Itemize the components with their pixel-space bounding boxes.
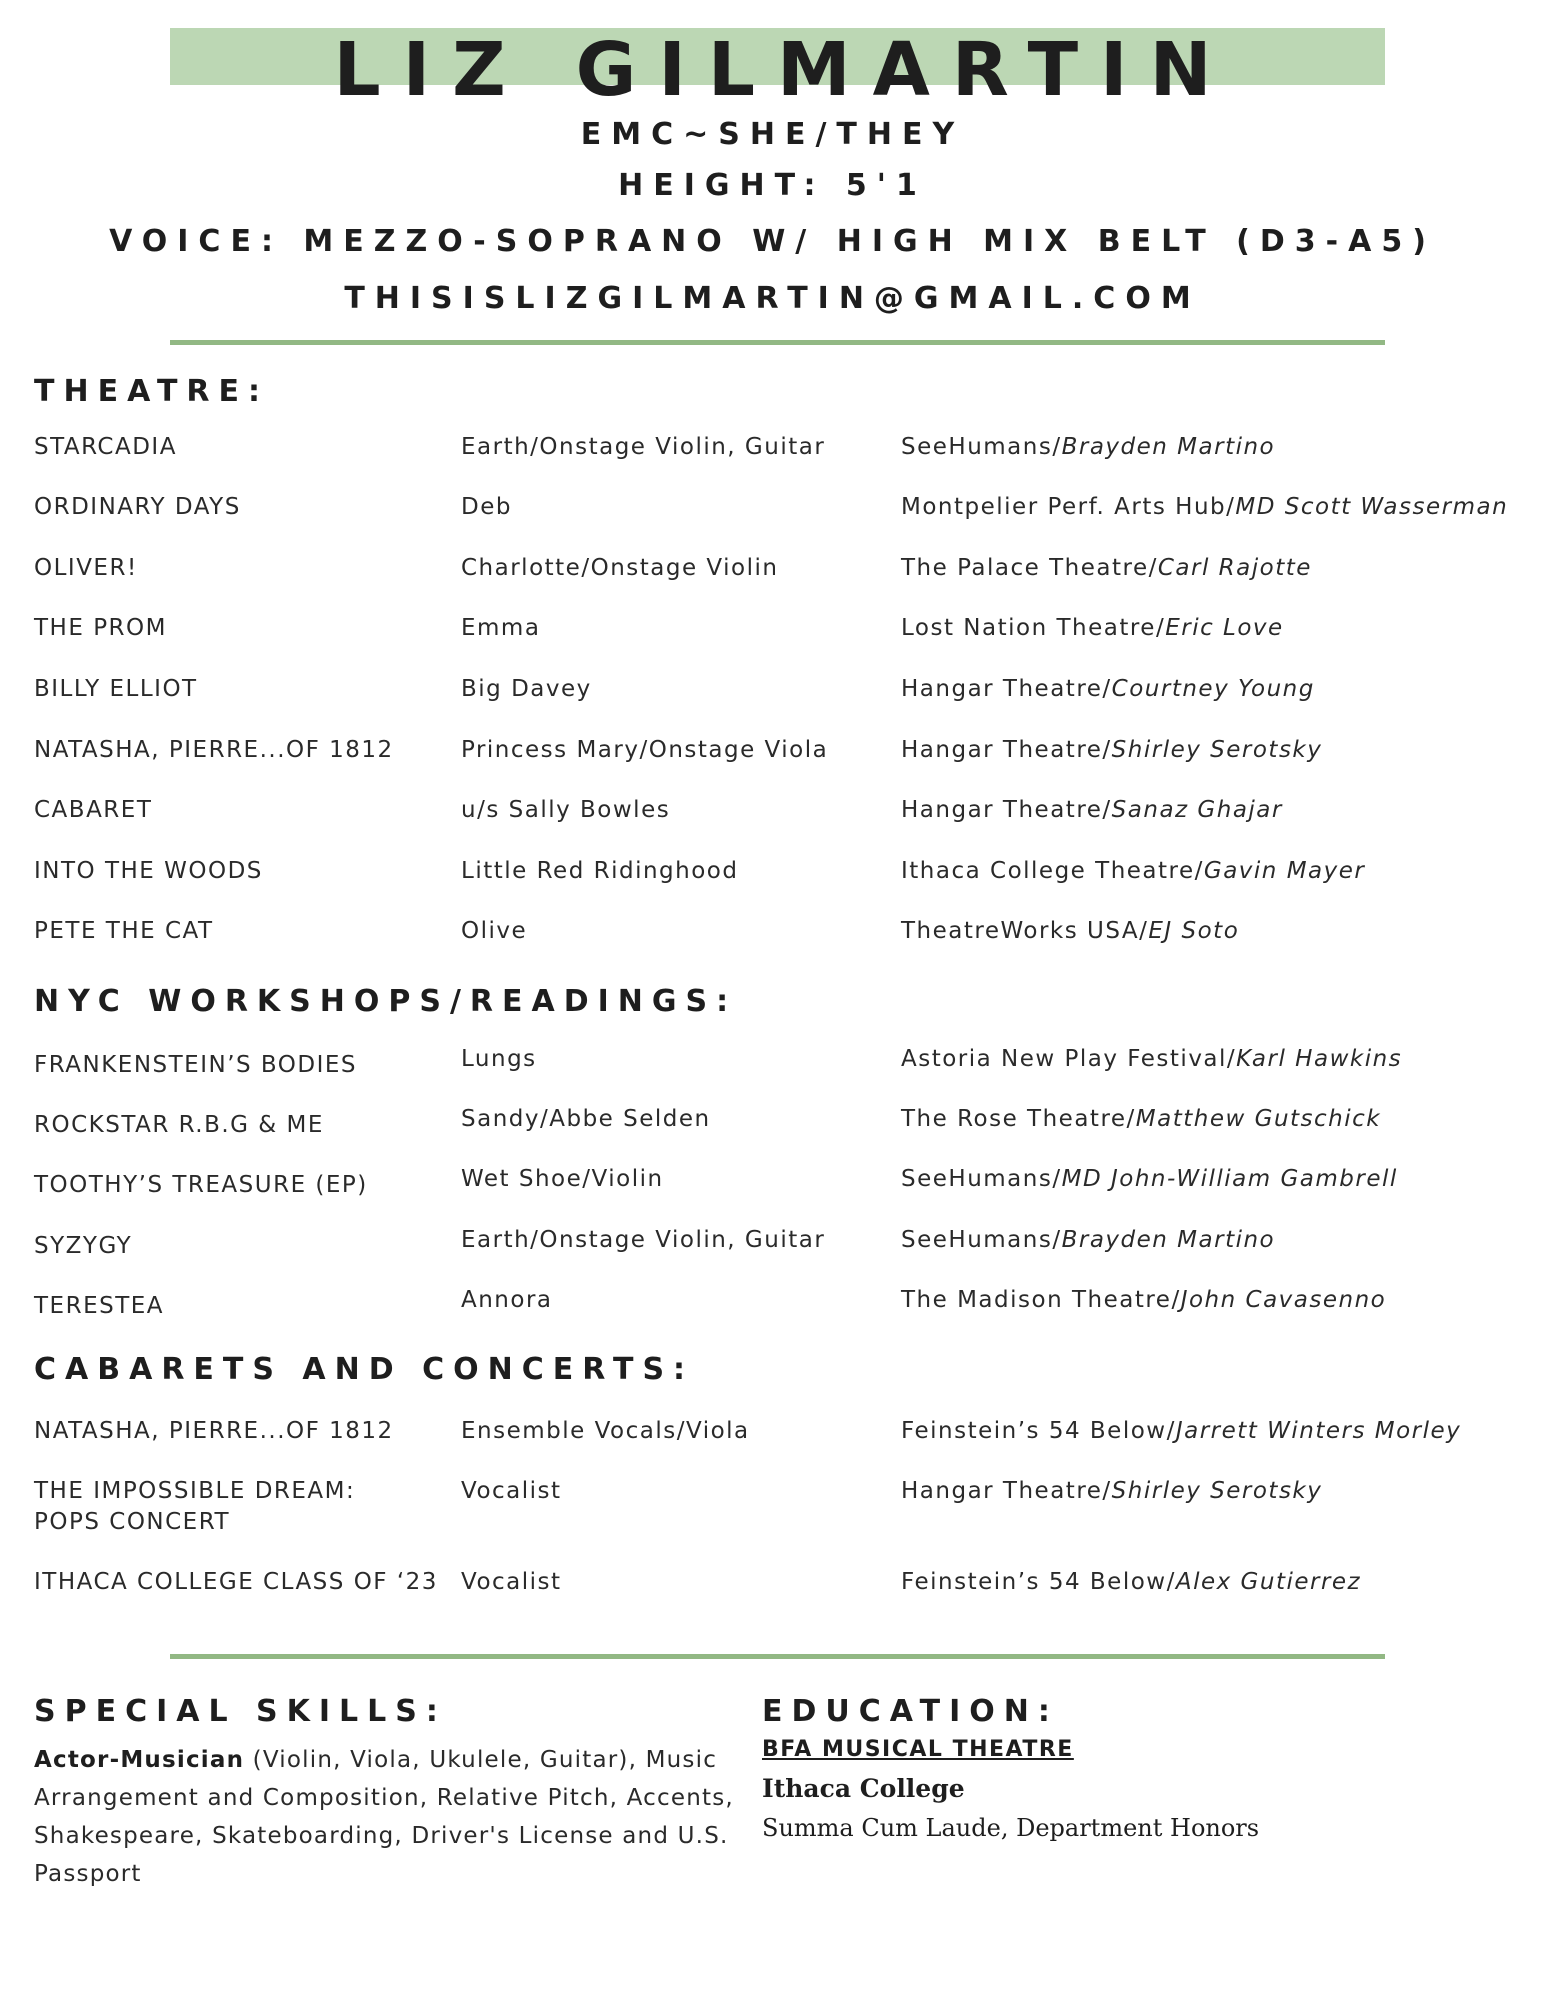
credit-venue [901,1104,1381,1134]
credit-show: ROCKSTAR R.B.G & ME [34,1112,324,1138]
credit-venue [901,1567,1361,1597]
credit-director: Brayden Martino [1061,1227,1276,1253]
credit-venue-name: TheatreWorks USA/ [901,918,1149,944]
credit-role: Lungs [461,1046,537,1072]
credit-role: Charlotte/Onstage Violin [461,555,779,581]
credit-role: Olive [461,918,528,944]
credit-row [0,674,1545,734]
credit-row [0,856,1545,916]
credit-show: INTO THE WOODS [34,858,263,884]
credit-show: ORDINARY DAYS [34,494,241,520]
credit-role: Earth/Onstage Violin, Guitar [461,434,826,460]
skills-list: (Violin, Viola, Ukulele, Guitar), Music Arrangement and Composition, Relative Pitch, Accents, Shakespeare, Skateboarding, Driver's License and U.S. Passport [34,1747,734,1887]
credit-row [0,735,1545,795]
credit-venue-name: Hangar Theatre/ [901,676,1112,702]
credit-role: u/s Sally Bowles [461,797,671,823]
credit-show: PETE THE CAT [34,918,214,944]
credit-venue-name: Montpelier Perf. Arts Hub/ [901,494,1236,520]
credit-venue [901,735,1322,765]
credit-row [0,492,1545,552]
credit-venue [901,492,1508,522]
credit-venue [901,1285,1386,1315]
credit-venue-name: The Madison Theatre/ [901,1287,1181,1313]
credit-role: Vocalist [461,1478,562,1504]
credit-row [0,1476,1545,1566]
credit-venue [901,1416,1461,1446]
skills-text [34,1741,734,1893]
credit-row [0,553,1545,613]
credit-show: TERESTEA [34,1293,165,1319]
credit-role: Little Red Ridinghood [461,858,739,884]
credit-show: NATASHA, PIERRE...OF 1812 [34,1418,394,1444]
credit-show: NATASHA, PIERRE...OF 1812 [34,737,394,763]
credit-venue-name: Feinstein’s 54 Below/ [901,1418,1176,1444]
email[interactable]: THISISLIZGILMARTIN@GMAIL.COM [344,281,1201,316]
voice-type: VOICE: MEZZO-SOPRANO W/ HIGH MIX BELT (D3-A5) [109,224,1436,259]
credit-row [0,1416,1545,1476]
skills-lead: Actor-Musician [34,1747,245,1773]
credit-director: MD Scott Wasserman [1235,494,1509,520]
credit-venue-name: SeeHumans/ [901,434,1062,460]
header-divider [170,340,1385,345]
credit-show: STARCADIA [34,434,177,460]
credit-show: OLIVER! [34,555,138,581]
credit-venue [901,1044,1402,1074]
credit-role: Earth/Onstage Violin, Guitar [461,1227,826,1253]
credit-show-line2: POPS CONCERT [34,1509,231,1535]
credit-venue [901,674,1315,704]
credit-role: Wet Shoe/Violin [461,1166,664,1192]
education-heading: EDUCATION: [762,1694,1059,1729]
credit-role: Ensemble Vocals/Viola [461,1418,750,1444]
union-pronouns: EMC~SHE/THEY [580,117,965,152]
credit-venue-name: The Rose Theatre/ [901,1106,1136,1132]
credit-director: Courtney Young [1111,676,1315,702]
credit-row [0,1044,1545,1104]
credit-show: THE IMPOSSIBLE DREAM: [34,1478,356,1504]
credit-show: FRANKENSTEIN’S BODIES [34,1052,358,1078]
credit-venue-name: Hangar Theatre/ [901,797,1112,823]
credit-role: Annora [461,1287,553,1313]
credit-row [0,1567,1545,1627]
credit-director: Matthew Gutschick [1135,1106,1382,1132]
credit-venue [901,1476,1322,1506]
credit-row [0,795,1545,855]
credit-director: Alex Gutierrez [1175,1569,1362,1595]
credit-row [0,432,1545,492]
credit-role: Sandy/Abbe Selden [461,1106,711,1132]
credit-row [0,1225,1545,1285]
height: HEIGHT: 5'1 [618,168,927,203]
credit-venue [901,795,1283,825]
education-degree: BFA MUSICAL THEATRE [762,1737,1074,1762]
credit-venue-name: Ithaca College Theatre/ [901,858,1204,884]
credit-venue [901,553,1312,583]
skills-heading: SPECIAL SKILLS: [34,1694,447,1729]
footer-divider [170,1654,1385,1659]
credit-venue-name: Astoria New Play Festival/ [901,1046,1237,1072]
credit-venue-name: The Palace Theatre/ [901,555,1158,581]
credit-director: Gavin Mayer [1203,858,1366,884]
theatre-heading: THEATRE: [34,374,270,409]
credit-show: CABARET [34,797,153,823]
credit-role: Emma [461,615,541,641]
credit-row [0,1285,1545,1345]
credit-director: Karl Hawkins [1236,1046,1403,1072]
credit-show: BILLY ELLIOT [34,676,198,702]
credit-show: ITHACA COLLEGE CLASS OF ‘23 [34,1569,438,1595]
performer-name: LIZ GILMARTIN [333,27,1234,113]
credit-director: Eric Love [1165,615,1284,641]
education-school: Ithaca College [762,1774,965,1803]
credit-director: Brayden Martino [1061,434,1276,460]
credit-role: Princess Mary/Onstage Viola [461,737,829,763]
credit-show: SYZYGY [34,1233,133,1259]
credit-role: Vocalist [461,1569,562,1595]
credit-show: THE PROM [34,615,167,641]
credit-venue-name: Feinstein’s 54 Below/ [901,1569,1176,1595]
credit-row [0,1164,1545,1224]
credit-venue-name: SeeHumans/ [901,1166,1062,1192]
credit-director: Carl Rajotte [1157,555,1312,581]
credit-director: John Cavasenno [1180,1287,1387,1313]
workshops-heading: NYC WORKSHOPS/READINGS: [34,984,738,1019]
credit-row [0,613,1545,673]
credit-venue [901,916,1239,946]
credit-row [0,916,1545,976]
credit-venue [901,613,1284,643]
credit-row [0,1104,1545,1164]
credit-show: TOOTHY’S TREASURE (EP) [34,1172,368,1198]
credit-venue-name: Hangar Theatre/ [901,1478,1112,1504]
credit-venue-name: Lost Nation Theatre/ [901,615,1166,641]
credit-director: Jarrett Winters Morley [1175,1418,1462,1444]
credit-role: Deb [461,494,512,520]
credit-director: Sanaz Ghajar [1111,797,1283,823]
credit-venue [901,856,1365,886]
credit-role: Big Davey [461,676,592,702]
credit-director: Shirley Serotsky [1111,737,1323,763]
credit-director: MD John-William Gambrell [1061,1166,1398,1192]
credit-venue-name: SeeHumans/ [901,1227,1062,1253]
credit-venue [901,1164,1398,1194]
credit-venue [901,1225,1275,1255]
cabarets-heading: CABARETS AND CONCERTS: [34,1352,695,1387]
credit-director: EJ Soto [1148,918,1240,944]
education-honors: Summa Cum Laude, Department Honors [762,1814,1260,1842]
credit-venue-name: Hangar Theatre/ [901,737,1112,763]
credit-venue [901,432,1275,462]
credit-director: Shirley Serotsky [1111,1478,1323,1504]
